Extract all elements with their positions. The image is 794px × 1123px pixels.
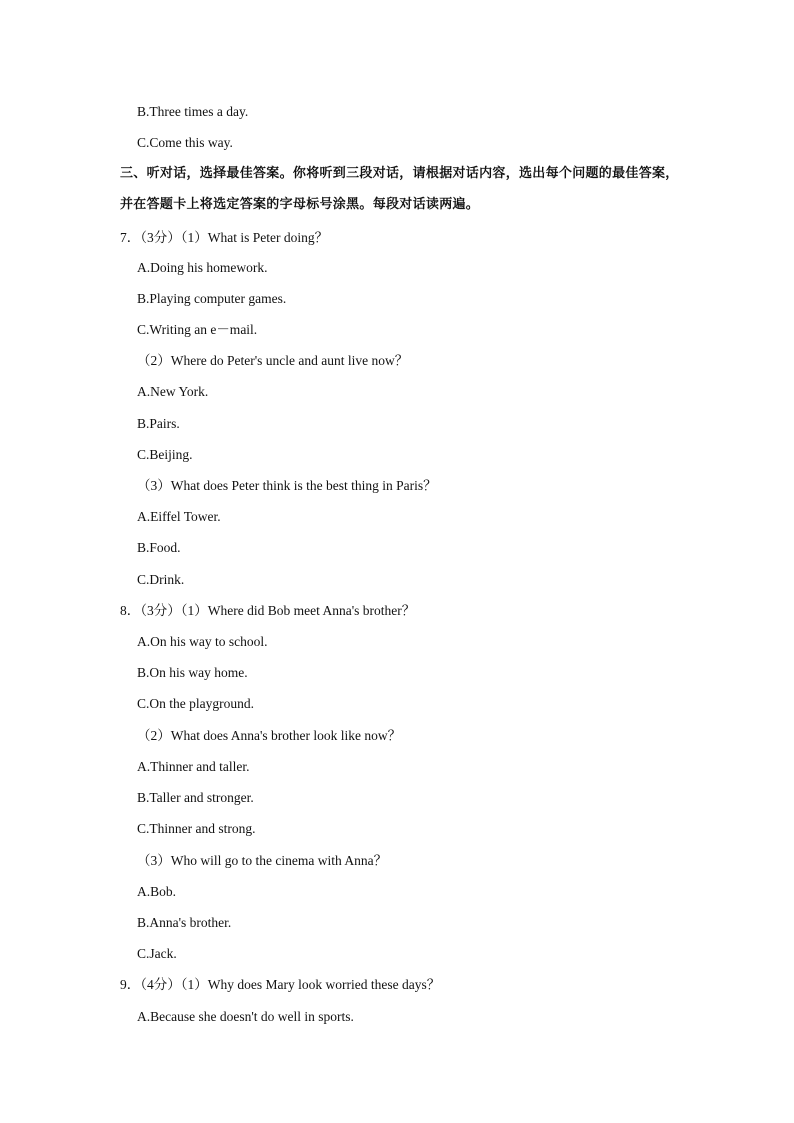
q8-2-option-b: B.Taller and stronger.: [137, 790, 254, 805]
q8-1-option-c: C.On the playground.: [137, 696, 254, 711]
q8-2-option-a: A.Thinner and taller.: [137, 759, 250, 774]
q7-2-option-c: C.Beijing.: [137, 447, 193, 462]
q8-2-option-c: C.Thinner and strong.: [137, 821, 256, 836]
question-8-stem: 8．（3分）（1）Where did Bob meet Anna's brother？: [120, 603, 416, 618]
q8-sub-2: （2）What does Anna's brother look like now？: [137, 728, 402, 743]
q7-sub-2: （2）Where do Peter's uncle and aunt live now？: [137, 353, 409, 368]
question-7-stem: 7．（3分）（1）What is Peter doing？: [120, 230, 329, 245]
q7-3-option-c: C.Drink.: [137, 572, 185, 587]
q8-3-option-a: A.Bob.: [137, 884, 177, 899]
q8-3-option-c: C.Jack.: [137, 946, 177, 961]
q7-2-option-a: A.New York.: [137, 384, 209, 399]
q8-sub-3: （3）Who will go to the cinema with Anna？: [137, 853, 388, 868]
q7-1-option-c: C.Writing an e－mail.: [137, 322, 258, 337]
q7-2-option-b: B.Pairs.: [137, 416, 180, 431]
q7-3-option-a: A.Eiffel Tower.: [137, 509, 221, 524]
q7-1-option-b: B.Playing computer games.: [137, 291, 287, 306]
question-9-stem: 9．（4分）（1）Why does Mary look worried these days？: [120, 977, 441, 992]
q7-1-option-a: A.Doing his homework.: [137, 260, 268, 275]
q8-1-option-b: B.On his way home.: [137, 665, 248, 680]
q7-3-option-b: B.Food.: [137, 540, 181, 555]
q9-1-option-a: A.Because she doesn't do well in sports.: [137, 1009, 354, 1024]
q8-1-option-a: A.On his way to school.: [137, 634, 268, 649]
prev-option-c: C.Come this way.: [137, 135, 233, 150]
prev-option-b: B.Three times a day.: [137, 104, 249, 119]
q7-sub-3: （3）What does Peter think is the best thing in Paris？: [137, 478, 437, 493]
q8-3-option-b: B.Anna's brother.: [137, 915, 232, 930]
section-heading: 三、听对话，选择最佳答案。你将听到三段对话，请根据对话内容，选出每个问题的最佳答案，并在答题卡上将选定答案的字母标号涂黑。每段对话读两遍。: [120, 166, 679, 212]
